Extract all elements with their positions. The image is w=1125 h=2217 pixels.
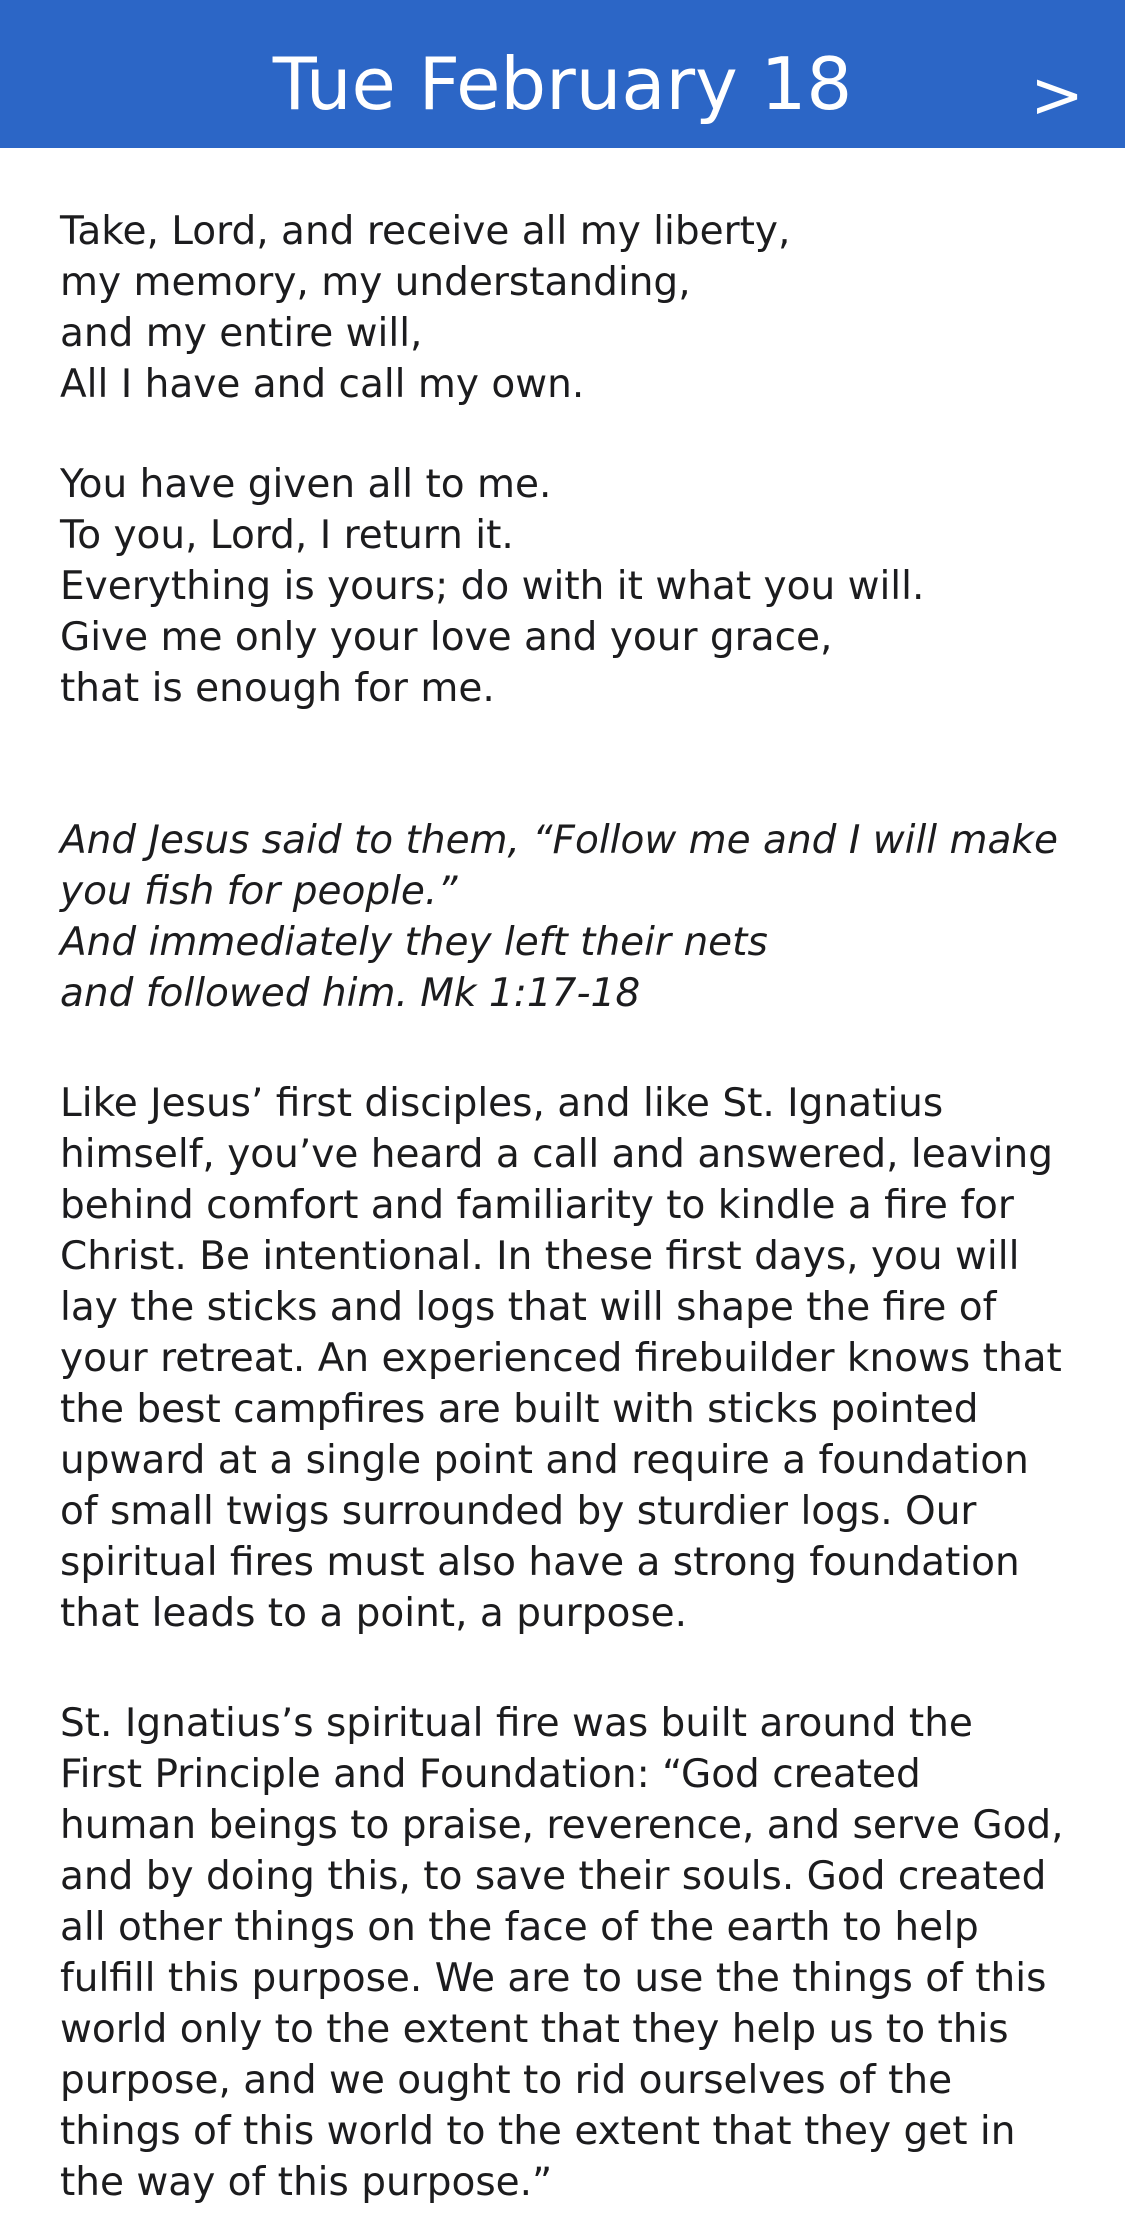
reflection-line: of small twigs surrounded by sturdier logs. Our	[60, 1489, 977, 1534]
reflection-line: St. Ignatius’s spiritual fire was built around the	[60, 1701, 973, 1746]
reflection-line: all other things on the face of the earth to help	[60, 1905, 979, 1950]
prayer-line: To you, Lord, I return it.	[60, 513, 514, 558]
prayer-line: All I have and call my own.	[60, 362, 585, 407]
reflection-line: that leads to a point, a purpose.	[60, 1591, 688, 1636]
prayer-line: that is enough for me.	[60, 666, 495, 711]
reflection-line: the way of this purpose.”	[60, 2160, 553, 2205]
reflection-line: world only to the extent that they help us to this	[60, 2007, 1009, 2052]
scripture-line: and followed him. Mk 1:17-18	[60, 971, 641, 1016]
scripture-line: And immediately they left their nets	[60, 920, 768, 965]
reflection-line: First Principle and Foundation: “God created	[60, 1752, 921, 1797]
reflection-line: Christ. Be intentional. In these first days, you will	[60, 1234, 1020, 1279]
scripture-passage	[60, 815, 1070, 1019]
prayer-line: and my entire will,	[60, 311, 423, 356]
prayer-line: Everything is yours; do with it what you will.	[60, 564, 925, 609]
prayer-line: You have given all to me.	[60, 462, 552, 507]
prayer-line: Take, Lord, and receive all my liberty,	[60, 209, 791, 254]
prayer-line: Give me only your love and your grace,	[60, 615, 833, 660]
reflection-line: purpose, and we ought to rid ourselves of the	[60, 2058, 953, 2103]
scripture-line: And Jesus said to them, “Follow me and I will make	[60, 818, 1058, 863]
reflection-line: things of this world to the extent that they get in	[60, 2109, 1016, 2154]
reflection-line: the best campfires are built with sticks pointed	[60, 1387, 979, 1432]
reflection-paragraph-1	[60, 1078, 1070, 1639]
prayer-stanza-1	[60, 206, 1070, 410]
reflection-line: fulfill this purpose. We are to use the things of this	[60, 1956, 1047, 2001]
reflection-line: upward at a single point and require a foundation	[60, 1438, 1029, 1483]
reflection-line: human beings to praise, reverence, and serve God,	[60, 1803, 1064, 1848]
scripture-line: you fish for people.”	[60, 869, 458, 914]
page-title: Tue February 18	[272, 42, 853, 126]
reflection-line: lay the sticks and logs that will shape the fire of	[60, 1285, 997, 1330]
reflection-line: Like Jesus’ first disciples, and like St. Ignatius	[60, 1081, 944, 1126]
prayer-stanza-2	[60, 459, 1070, 714]
reflection-paragraph-2	[60, 1698, 1070, 2208]
header-bar	[0, 0, 1125, 148]
reflection-line: spiritual fires must also have a strong foundation	[60, 1540, 1020, 1585]
reflection-line: himself, you’ve heard a call and answered, leaving	[60, 1132, 1053, 1177]
reflection-line: and by doing this, to save their souls. God created	[60, 1854, 1047, 1899]
reflection-line: your retreat. An experienced firebuilder knows that	[60, 1336, 1062, 1381]
reading-content	[60, 206, 1070, 2208]
reflection-line: behind comfort and familiarity to kindle a fire for	[60, 1183, 1014, 1228]
next-day-button[interactable]: >	[1030, 59, 1084, 133]
prayer-line: my memory, my understanding,	[60, 260, 691, 305]
